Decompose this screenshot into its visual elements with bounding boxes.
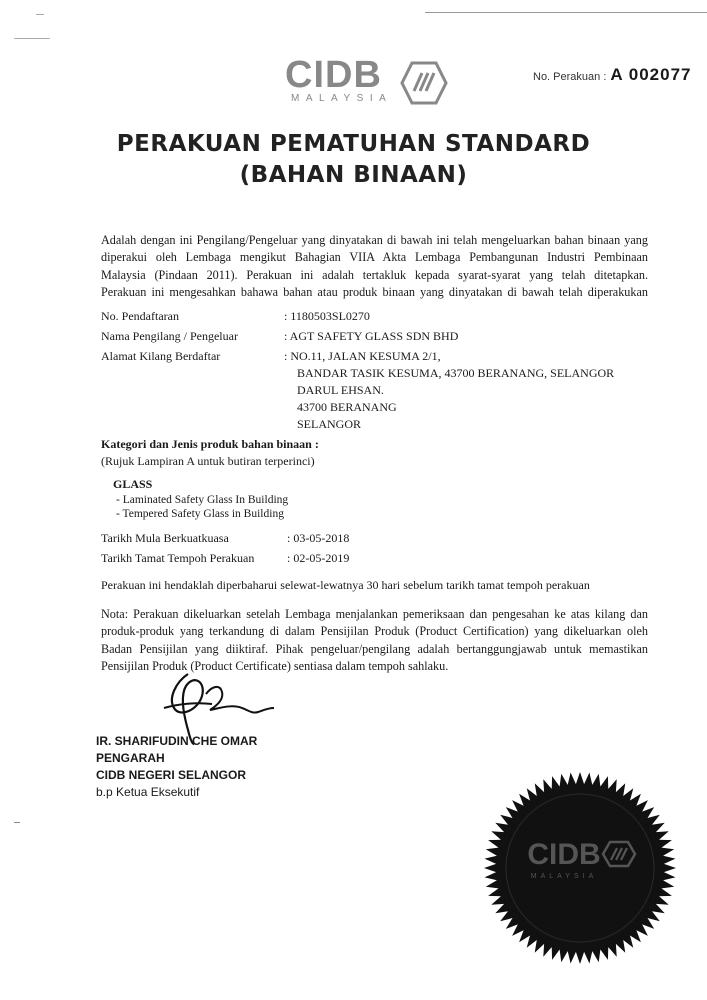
intro-line: Adalah dengan ini Pengilang/Pengeluar yang dinyatakan di bawah ini telah mengeluarkan bahan binaan yang <box>101 233 648 247</box>
intro-paragraph <box>101 232 648 301</box>
logo-subtext: MALAYSIA <box>291 93 393 104</box>
cidb-seal-icon <box>482 770 678 966</box>
cidb-emblem-icon <box>400 61 448 105</box>
intro-line: Malaysia (Pindaan 2011). Perakuan ini adalah tertakluk kepada syarat-syarat yang telah ditetapkan. <box>101 267 648 282</box>
signatory-on-behalf: b.p Ketua Eksekutif <box>96 785 200 799</box>
signatory-office: CIDB NEGERI SELANGOR <box>96 768 247 782</box>
certificate-number-label: No. Perakuan : <box>533 71 607 83</box>
manufacturer-label: Nama Pengilang / Pengeluar <box>101 329 238 343</box>
registration-value: : 1180503SL0270 <box>284 309 370 323</box>
start-date-label: Tarikh Mula Berkuatkuasa <box>101 531 229 545</box>
signatory-name: IR. SHARIFUDIN CHE OMAR <box>96 734 258 748</box>
product-item: - Laminated Safety Glass In Building <box>116 494 289 506</box>
address-label: Alamat Kilang Berdaftar <box>101 349 221 363</box>
end-date-label: Tarikh Tamat Tempoh Perakuan <box>101 551 255 565</box>
scan-mark <box>14 38 50 39</box>
cidb-logo <box>285 55 450 115</box>
product-group: GLASS <box>113 477 153 491</box>
note-line: Pensijilan Produk (Product Certificate) sentiasa dalam tempoh sahlaku. <box>101 658 449 673</box>
seal-text: CIDB <box>527 838 601 871</box>
signatory-position: PENGARAH <box>96 751 165 765</box>
address-line: 43700 BERANANG <box>297 400 397 414</box>
logo-text: CIDB <box>285 54 382 96</box>
address-line: : NO.11, JALAN KESUMA 2/1, <box>284 349 441 363</box>
address-line: SELANGOR <box>297 417 362 431</box>
note-line: Nota: Perakuan dikeluarkan setelah Lembaga menjalankan pemeriksaan dan pengesahan ke atas kilang dan <box>101 607 648 621</box>
registration-label: No. Pendaftaran <box>101 309 179 323</box>
start-date-value: : 03-05-2018 <box>287 531 350 545</box>
manufacturer-value: : AGT SAFETY GLASS SDN BHD <box>284 329 459 343</box>
address-value <box>284 348 614 433</box>
seal-subtext: MALAYSIA <box>530 873 598 880</box>
intro-line: diperakui oleh Lembaga mengikut Bahagian VIIA Akta Lembaga Pembangunan Industri Pembinaan <box>101 250 648 265</box>
address-line: DARUL EHSAN. <box>297 383 384 397</box>
document-subtitle: (BAHAN BINAAN) <box>239 162 468 188</box>
renewal-notice: Perakuan ini hendaklah diperbaharui selewat-lewatnya 30 hari sebelum tarikh tamat tempoh perakuan <box>101 578 590 592</box>
end-date-value: : 02-05-2019 <box>287 551 350 565</box>
note-line: Badan Pensijilan yang diiktiraf. Pihak pengeluar/pengilang adalah bertanggungjawab untuk memastikan <box>101 641 648 656</box>
intro-line: Perakuan ini mengesahkan bahawa bahan atau produk binaan yang dinyatakan di bawah telah diperakukan <box>101 284 648 299</box>
category-note: (Rujuk Lampiran A untuk butiran terperinci) <box>101 454 315 468</box>
document-title: PERAKUAN PEMATUHAN STANDARD <box>116 131 591 157</box>
certificate-number-value: A 002077 <box>610 65 692 84</box>
scan-mark <box>36 14 44 15</box>
note-line: produk-produk yang terkandung di dalam Pensijilan Produk (Product Certification) yang dikeluarkan oleh <box>101 624 648 639</box>
scan-mark <box>14 822 20 823</box>
scan-edge-line <box>425 12 707 13</box>
certificate-number <box>533 65 691 85</box>
category-heading: Kategori dan Jenis produk bahan binaan : <box>101 437 319 451</box>
address-line: BANDAR TASIK KESUMA, 43700 BERANANG, SELANGOR <box>297 366 615 380</box>
product-item: - Tempered Safety Glass in Building <box>116 508 284 520</box>
